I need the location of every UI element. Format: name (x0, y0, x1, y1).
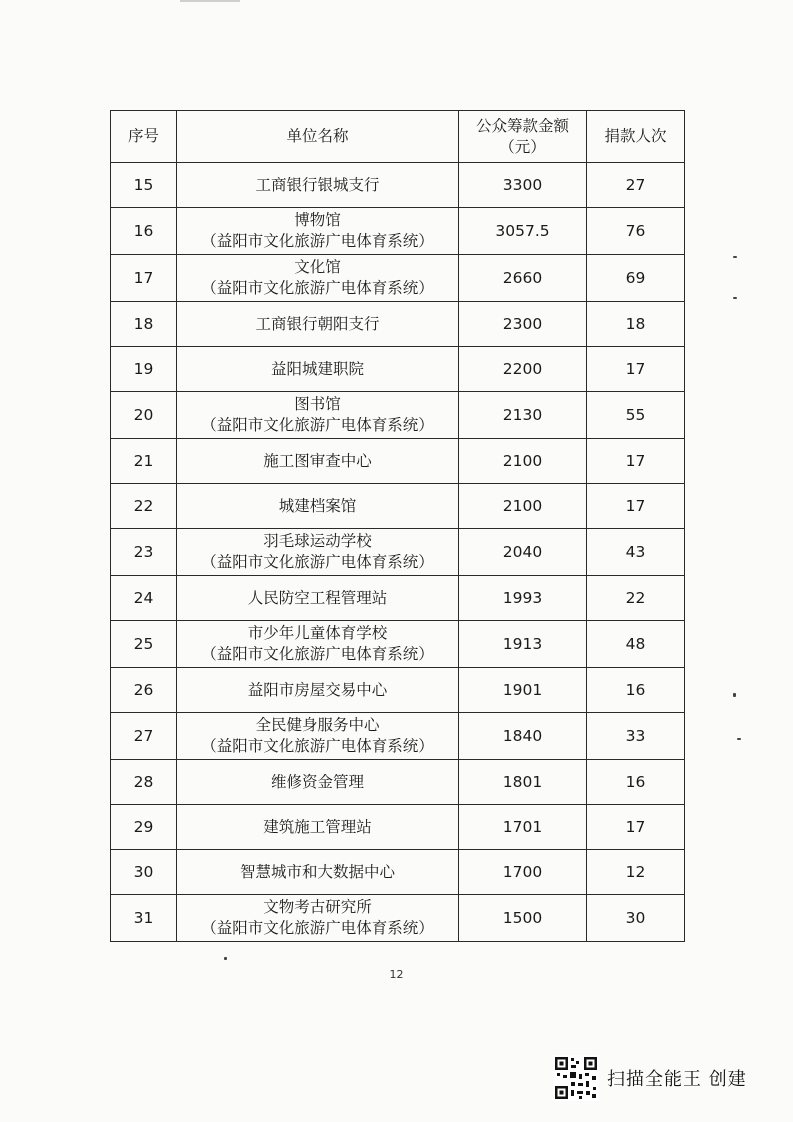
unit-system-text: （益阳市文化旅游广电体育系统） (201, 645, 434, 663)
unit-name-text: 羽毛球运动学校 (263, 532, 372, 550)
cell-donor-count: 27 (587, 163, 685, 208)
cell-donor-count: 43 (587, 529, 685, 576)
cell-unit-name (177, 347, 459, 392)
table-row (111, 484, 685, 529)
cell-donor-count: 30 (587, 895, 685, 942)
table-row (111, 668, 685, 713)
table-row (111, 760, 685, 805)
cell-amount: 1701 (459, 805, 587, 850)
cell-donor-count: 12 (587, 850, 685, 895)
cell-amount: 2660 (459, 255, 587, 302)
table-header-row (111, 111, 685, 163)
cell-amount: 2100 (459, 484, 587, 529)
table-row (111, 255, 685, 302)
cell-seq: 16 (111, 208, 177, 255)
cell-amount: 1700 (459, 850, 587, 895)
unit-name-text: 全民健身服务中心 (255, 716, 380, 734)
table-row (111, 805, 685, 850)
cell-donor-count: 69 (587, 255, 685, 302)
page-top-edge-mark (180, 0, 240, 2)
scan-speck (224, 957, 227, 960)
cell-unit-name (177, 621, 459, 668)
unit-name-text: 人民防空工程管理站 (247, 588, 388, 607)
cell-unit-name (177, 760, 459, 805)
cell-donor-count: 48 (587, 621, 685, 668)
scanner-watermark (553, 1055, 747, 1101)
unit-system-text: （益阳市文化旅游广电体育系统） (201, 919, 434, 937)
cell-unit-name (177, 850, 459, 895)
cell-donor-count: 17 (587, 484, 685, 529)
unit-name-text: 文物考古研究所 (263, 898, 372, 916)
unit-name-text: 智慧城市和大数据中心 (239, 862, 395, 881)
table-row (111, 850, 685, 895)
unit-name-text: 益阳市房屋交易中心 (247, 680, 388, 699)
cell-amount: 1993 (459, 576, 587, 621)
header-seq: 序号 (111, 111, 177, 163)
unit-system-text: （益阳市文化旅游广电体育系统） (201, 232, 434, 250)
cell-seq: 25 (111, 621, 177, 668)
cell-seq: 26 (111, 668, 177, 713)
table-row (111, 302, 685, 347)
cell-seq: 17 (111, 255, 177, 302)
cell-donor-count: 16 (587, 760, 685, 805)
table-row (111, 576, 685, 621)
scan-speck (737, 738, 741, 740)
unit-system-text: （益阳市文化旅游广电体育系统） (201, 416, 434, 434)
header-amount-line2: （元） (499, 137, 546, 156)
cell-unit-name (177, 163, 459, 208)
cell-amount: 2100 (459, 439, 587, 484)
table-row (111, 208, 685, 255)
cell-seq: 30 (111, 850, 177, 895)
header-amount-line1: 公众筹款金额 (475, 116, 569, 135)
cell-unit-name (177, 529, 459, 576)
cell-seq: 19 (111, 347, 177, 392)
cell-amount: 1901 (459, 668, 587, 713)
cell-amount: 1500 (459, 895, 587, 942)
cell-unit-name (177, 895, 459, 942)
cell-amount: 1801 (459, 760, 587, 805)
scan-speck (733, 256, 737, 258)
unit-system-text: （益阳市文化旅游广电体育系统） (201, 737, 434, 755)
cell-seq: 21 (111, 439, 177, 484)
unit-name-text: 工商银行朝阳支行 (255, 314, 380, 333)
cell-amount: 2130 (459, 392, 587, 439)
table-row (111, 895, 685, 942)
cell-donor-count: 18 (587, 302, 685, 347)
unit-system-text: （益阳市文化旅游广电体育系统） (201, 553, 434, 571)
cell-unit-name (177, 255, 459, 302)
scan-speck (733, 693, 736, 697)
table-row (111, 347, 685, 392)
cell-donor-count: 16 (587, 668, 685, 713)
qr-code-icon (553, 1055, 599, 1101)
cell-seq: 24 (111, 576, 177, 621)
unit-system-text: （益阳市文化旅游广电体育系统） (201, 279, 434, 297)
header-unit-name: 单位名称 (177, 111, 459, 163)
cell-amount: 1913 (459, 621, 587, 668)
table-row (111, 163, 685, 208)
unit-name-text: 图书馆 (294, 395, 341, 413)
unit-name-text: 益阳城建职院 (270, 359, 364, 378)
cell-unit-name (177, 668, 459, 713)
cell-donor-count: 33 (587, 713, 685, 760)
cell-unit-name (177, 484, 459, 529)
cell-donor-count: 76 (587, 208, 685, 255)
cell-donor-count: 17 (587, 347, 685, 392)
header-amount (459, 111, 587, 163)
cell-seq: 22 (111, 484, 177, 529)
cell-seq: 18 (111, 302, 177, 347)
unit-name-text: 维修资金管理 (270, 772, 364, 791)
unit-name-text: 市少年儿童体育学校 (247, 624, 388, 642)
table-row (111, 392, 685, 439)
header-donor-count: 捐款人次 (587, 111, 685, 163)
table-row (111, 621, 685, 668)
unit-name-text: 工商银行银城支行 (255, 175, 380, 194)
cell-amount: 3300 (459, 163, 587, 208)
cell-donor-count: 17 (587, 439, 685, 484)
scan-speck (733, 297, 737, 299)
cell-seq: 28 (111, 760, 177, 805)
unit-name-text: 文化馆 (294, 258, 341, 276)
table-row (111, 713, 685, 760)
cell-donor-count: 55 (587, 392, 685, 439)
cell-unit-name (177, 439, 459, 484)
cell-seq: 20 (111, 392, 177, 439)
cell-unit-name (177, 805, 459, 850)
cell-amount: 1840 (459, 713, 587, 760)
cell-unit-name (177, 392, 459, 439)
cell-amount: 2040 (459, 529, 587, 576)
page-number: 12 (389, 968, 404, 981)
unit-name-text: 博物馆 (294, 211, 341, 229)
cell-donor-count: 22 (587, 576, 685, 621)
cell-amount: 2300 (459, 302, 587, 347)
cell-donor-count: 17 (587, 805, 685, 850)
cell-seq: 23 (111, 529, 177, 576)
table-body (111, 163, 685, 942)
cell-unit-name (177, 576, 459, 621)
cell-amount: 3057.5 (459, 208, 587, 255)
unit-name-text: 施工图审查中心 (263, 451, 372, 470)
unit-name-text: 城建档案馆 (278, 496, 357, 515)
cell-unit-name (177, 208, 459, 255)
cell-seq: 15 (111, 163, 177, 208)
unit-name-text: 建筑施工管理站 (263, 817, 372, 836)
table-row (111, 439, 685, 484)
cell-seq: 27 (111, 713, 177, 760)
donation-table (110, 110, 685, 942)
cell-unit-name (177, 713, 459, 760)
cell-seq: 31 (111, 895, 177, 942)
cell-amount: 2200 (459, 347, 587, 392)
scanner-watermark-text: 扫描全能王 创建 (607, 1069, 747, 1090)
table-row (111, 529, 685, 576)
cell-seq: 29 (111, 805, 177, 850)
cell-unit-name (177, 302, 459, 347)
